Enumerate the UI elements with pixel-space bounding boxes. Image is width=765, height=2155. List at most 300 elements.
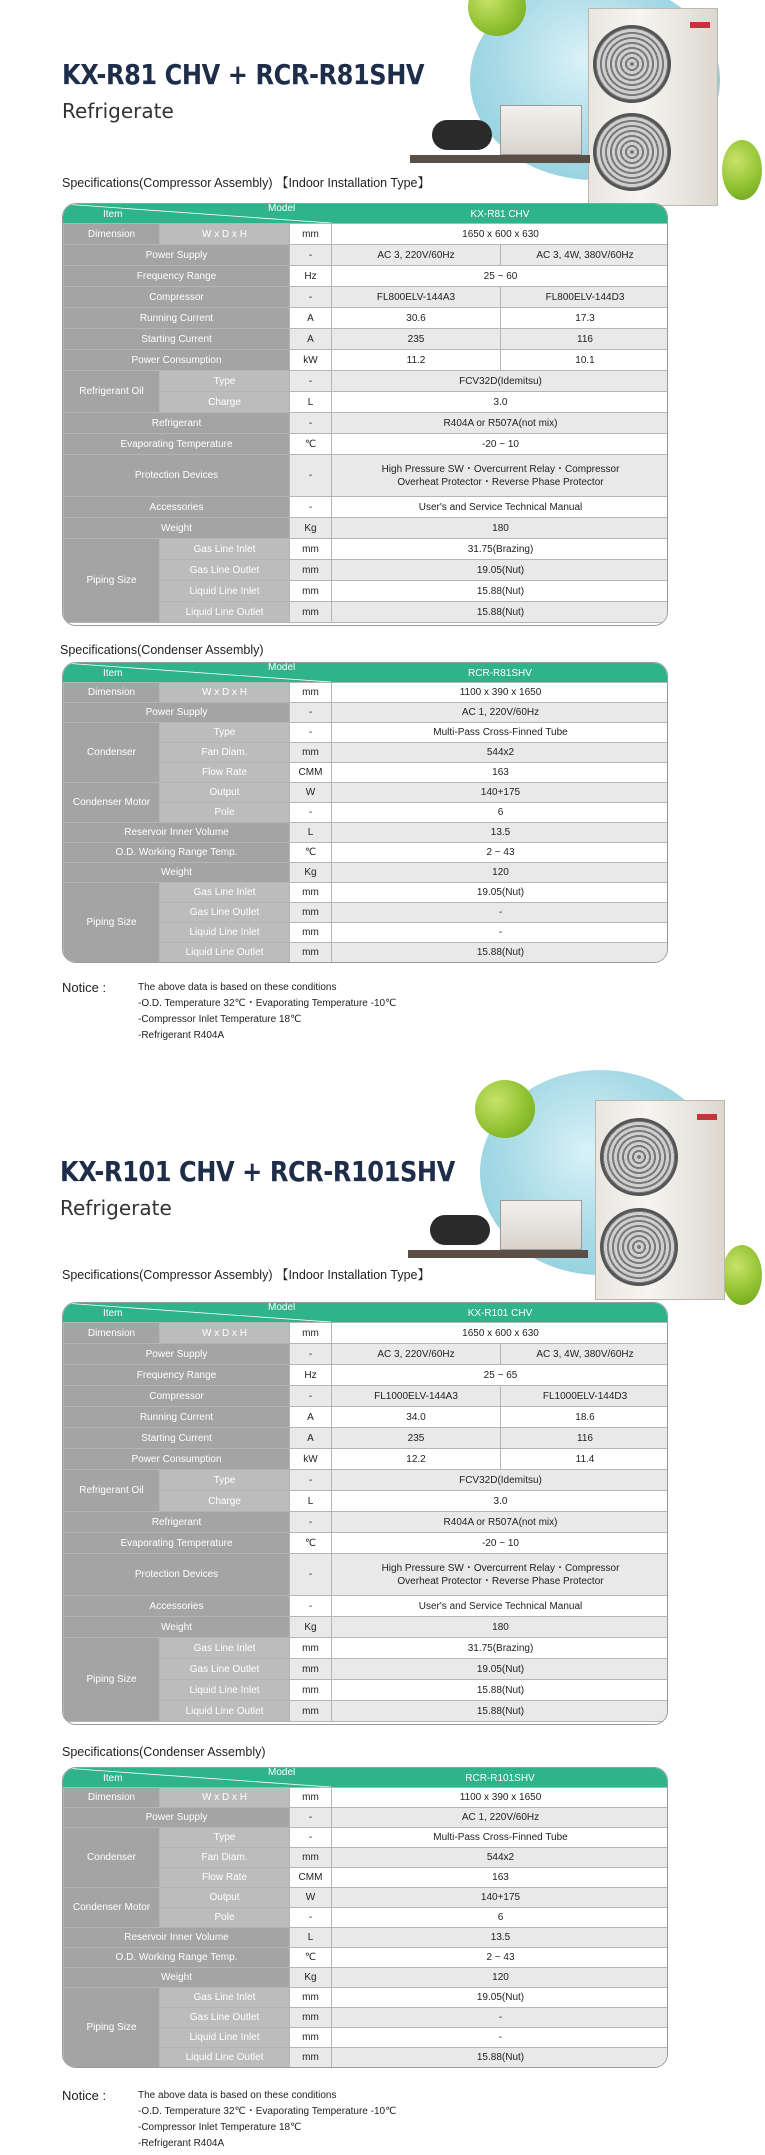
value-cell: 11.4	[501, 1449, 669, 1470]
row-label: Weight	[64, 863, 290, 883]
value-cell: 180	[332, 518, 669, 539]
unit-cell: W	[290, 783, 332, 803]
row-label: Power Supply	[64, 703, 290, 723]
value-cell: 19.05(Nut)	[332, 560, 669, 581]
notice-line: -Refrigerant R404A	[138, 1030, 225, 1041]
condenser-spec-table	[62, 662, 668, 963]
value-cell: 25 ~ 60	[332, 266, 669, 287]
unit-cell: mm	[290, 903, 332, 923]
notice-label: Notice :	[62, 980, 107, 995]
value-cell: 2 ~ 43	[332, 843, 669, 863]
row-label: W x D x H	[160, 1323, 290, 1344]
table-row	[64, 1828, 669, 1848]
value-cell: 2 ~ 43	[332, 1948, 669, 1968]
row-label: Power Supply	[64, 245, 290, 266]
unit-cell: A	[290, 308, 332, 329]
row-label: Dimension	[64, 1788, 160, 1808]
table-row	[64, 883, 669, 903]
unit-cell: mm	[290, 1988, 332, 2008]
table-header	[63, 663, 667, 682]
row-label: O.D. Working Range Temp.	[64, 843, 290, 863]
table-row	[64, 308, 669, 329]
table-row	[64, 1968, 669, 1988]
value-cell: 120	[332, 1968, 669, 1988]
compressor-spec-grid	[63, 223, 668, 623]
value-cell: 10.1	[501, 350, 669, 371]
value-cell: 15.88(Nut)	[332, 1680, 669, 1701]
row-label: O.D. Working Range Temp.	[64, 1948, 290, 1968]
notice-label: Notice :	[62, 2088, 107, 2103]
row-label: Reservoir Inner Volume	[64, 1928, 290, 1948]
value-cell: 180	[332, 1617, 669, 1638]
value-cell: 19.05(Nut)	[332, 1659, 669, 1680]
header-model-label: Model	[268, 203, 296, 214]
unit-cell: -	[290, 1512, 332, 1533]
header-model-name: KX-R101 CHV	[467, 1308, 533, 1319]
table-row	[64, 1533, 669, 1554]
row-label: Gas Line Inlet	[160, 883, 290, 903]
row-label: Refrigerant	[64, 413, 290, 434]
unit-cell: CMM	[290, 1868, 332, 1888]
row-label: Gas Line Outlet	[160, 2008, 290, 2028]
notice-line: -Compressor Inlet Temperature 18℃	[138, 1014, 302, 1025]
value-cell: -20 ~ 10	[332, 1533, 669, 1554]
condenser-spec-heading: Specifications(Condenser Assembly)	[60, 643, 264, 657]
row-label: Gas Line Outlet	[160, 903, 290, 923]
header-model-name: RCR-R101SHV	[465, 1773, 535, 1784]
value-cell: -20 ~ 10	[332, 434, 669, 455]
header-item-label: Item	[103, 1308, 123, 1319]
unit-cell: mm	[290, 581, 332, 602]
compressor-spec-heading: Specifications(Compressor Assembly) 【Indoor Installation Type】	[62, 1268, 430, 1282]
row-label: Condenser Motor	[64, 783, 160, 823]
unit-cell: kW	[290, 350, 332, 371]
unit-cell: Kg	[290, 1617, 332, 1638]
row-label: Starting Current	[64, 1428, 290, 1449]
unit-cell: -	[290, 703, 332, 723]
row-label: Gas Line Inlet	[160, 539, 290, 560]
condenser-spec-grid	[63, 1787, 668, 2068]
unit-cell: ℃	[290, 1533, 332, 1554]
row-label: Output	[160, 783, 290, 803]
value-cell: 1650 x 600 x 630	[332, 1323, 669, 1344]
table-row	[64, 843, 669, 863]
unit-cell: -	[290, 1470, 332, 1491]
value-cell: FCV32D(Idemitsu)	[332, 371, 669, 392]
value-cell: R404A or R507A(not mix)	[332, 413, 669, 434]
table-row	[64, 1344, 669, 1365]
table-row	[64, 1365, 669, 1386]
compressor-spec-table	[62, 1302, 668, 1725]
table-row	[64, 1323, 669, 1344]
value-cell: 1100 x 390 x 1650	[332, 683, 669, 703]
value-cell: 116	[501, 329, 669, 350]
unit-cell: mm	[290, 1788, 332, 1808]
row-label: Gas Line Inlet	[160, 1638, 290, 1659]
unit-cell: -	[290, 287, 332, 308]
value-cell: FL1000ELV-144A3	[332, 1386, 501, 1407]
row-label: Output	[160, 1888, 290, 1908]
table-row	[64, 1449, 669, 1470]
row-label: Fan Diam.	[160, 743, 290, 763]
table-header	[63, 1768, 667, 1787]
value-cell: 1650 x 600 x 630	[332, 224, 669, 245]
value-cell: R404A or R507A(not mix)	[332, 1512, 669, 1533]
value-cell: AC 3, 220V/60Hz	[332, 245, 501, 266]
value-cell: AC 1, 220V/60Hz	[332, 1808, 669, 1828]
row-label: Frequency Range	[64, 1365, 290, 1386]
value-cell: 3.0	[332, 392, 669, 413]
row-label: Weight	[64, 1617, 290, 1638]
unit-cell: ℃	[290, 843, 332, 863]
row-label: Pole	[160, 1908, 290, 1928]
notice-block	[62, 2088, 562, 2154]
notice-line: -O.D. Temperature 32℃・Evaporating Temperature -10℃	[138, 998, 397, 1009]
unit-cell: CMM	[290, 763, 332, 783]
page-title: KX-R101 CHV + RCR-R101SHV	[60, 1155, 455, 1188]
unit-cell: mm	[290, 2028, 332, 2048]
header-item-label: Item	[103, 1773, 123, 1784]
row-label: Condenser Motor	[64, 1888, 160, 1928]
row-label: Frequency Range	[64, 266, 290, 287]
unit-cell: W	[290, 1888, 332, 1908]
value-cell: 34.0	[332, 1407, 501, 1428]
table-row	[64, 1948, 669, 1968]
table-row	[64, 434, 669, 455]
unit-cell: A	[290, 329, 332, 350]
value-cell: -	[332, 2028, 669, 2048]
table-row	[64, 723, 669, 743]
unit-cell: mm	[290, 1680, 332, 1701]
row-label: Gas Line Inlet	[160, 1988, 290, 2008]
row-label: Liquid Line Inlet	[160, 581, 290, 602]
row-label: Power Consumption	[64, 350, 290, 371]
value-cell: 544x2	[332, 1848, 669, 1868]
row-label: Power Supply	[64, 1808, 290, 1828]
unit-cell: L	[290, 1928, 332, 1948]
unit-cell: mm	[290, 602, 332, 623]
unit-cell: mm	[290, 923, 332, 943]
unit-cell: mm	[290, 2048, 332, 2068]
unit-cell: -	[290, 1386, 332, 1407]
value-cell: 15.88(Nut)	[332, 2048, 669, 2068]
table-row	[64, 497, 669, 518]
unit-cell: -	[290, 1828, 332, 1848]
value-cell: Multi-Pass Cross-Finned Tube	[332, 1828, 669, 1848]
table-row	[64, 1928, 669, 1948]
unit-cell: -	[290, 1808, 332, 1828]
row-label: Accessories	[64, 497, 290, 518]
value-cell: High Pressure SW・Overcurrent Relay・Compressor Overheat Protector・Reverse Phase Protector	[332, 1554, 669, 1596]
unit-cell: -	[290, 1596, 332, 1617]
row-label: Fan Diam.	[160, 1848, 290, 1868]
value-cell: 15.88(Nut)	[332, 581, 669, 602]
row-label: Type	[160, 371, 290, 392]
value-cell: 235	[332, 1428, 501, 1449]
table-row	[64, 783, 669, 803]
row-label: Weight	[64, 1968, 290, 1988]
row-label: Liquid Line Outlet	[160, 943, 290, 963]
compressor-spec-table	[62, 203, 668, 626]
value-cell: 6	[332, 1908, 669, 1928]
table-row	[64, 266, 669, 287]
unit-cell: Kg	[290, 863, 332, 883]
row-label: Protection Devices	[64, 455, 290, 497]
condenser-spec-table	[62, 1767, 668, 2068]
unit-cell: -	[290, 497, 332, 518]
value-cell: 19.05(Nut)	[332, 883, 669, 903]
table-row	[64, 1988, 669, 2008]
table-row	[64, 371, 669, 392]
table-header	[63, 1303, 667, 1322]
value-cell: 30.6	[332, 308, 501, 329]
value-cell: 120	[332, 863, 669, 883]
value-cell: 25 ~ 65	[332, 1365, 669, 1386]
value-cell: 235	[332, 329, 501, 350]
header-item-label: Item	[103, 668, 123, 679]
row-label: Liquid Line Inlet	[160, 2028, 290, 2048]
table-row	[64, 224, 669, 245]
row-label: Charge	[160, 1491, 290, 1512]
table-row	[64, 1407, 669, 1428]
value-cell: 11.2	[332, 350, 501, 371]
table-row	[64, 329, 669, 350]
row-label: Running Current	[64, 308, 290, 329]
value-cell: 19.05(Nut)	[332, 1988, 669, 2008]
value-cell: 13.5	[332, 1928, 669, 1948]
notice-line: The above data is based on these conditions	[138, 2090, 337, 2101]
row-label: Refrigerant Oil	[64, 371, 160, 413]
unit-cell: Hz	[290, 1365, 332, 1386]
value-cell: 140+175	[332, 783, 669, 803]
header-model-label: Model	[268, 1302, 296, 1313]
value-cell: FL1000ELV-144D3	[501, 1386, 669, 1407]
page-title: KX-R81 CHV + RCR-R81SHV	[62, 58, 425, 91]
notice-line: -Compressor Inlet Temperature 18℃	[138, 2122, 302, 2133]
table-header	[63, 204, 667, 223]
table-row	[64, 1638, 669, 1659]
table-row	[64, 1888, 669, 1908]
value-cell: 6	[332, 803, 669, 823]
row-label: Liquid Line Inlet	[160, 923, 290, 943]
unit-cell: -	[290, 803, 332, 823]
value-cell: 3.0	[332, 1491, 669, 1512]
value-cell: 31.75(Brazing)	[332, 1638, 669, 1659]
compressor-spec-grid	[63, 1322, 668, 1722]
table-row	[64, 703, 669, 723]
row-label: Power Supply	[64, 1344, 290, 1365]
condenser-spec-grid	[63, 682, 668, 963]
page-subtitle: Refrigerate	[60, 1196, 172, 1220]
row-label: Power Consumption	[64, 1449, 290, 1470]
value-cell: 1100 x 390 x 1650	[332, 1788, 669, 1808]
unit-cell: mm	[290, 539, 332, 560]
row-label: Running Current	[64, 1407, 290, 1428]
table-row	[64, 1428, 669, 1449]
table-row	[64, 1617, 669, 1638]
unit-cell: mm	[290, 683, 332, 703]
unit-cell: mm	[290, 743, 332, 763]
unit-cell: mm	[290, 1701, 332, 1722]
table-row	[64, 245, 669, 266]
row-label: W x D x H	[160, 1788, 290, 1808]
header-model-name: RCR-R81SHV	[468, 668, 532, 679]
value-cell: 17.3	[501, 308, 669, 329]
value-cell: 116	[501, 1428, 669, 1449]
table-row	[64, 1386, 669, 1407]
unit-cell: -	[290, 245, 332, 266]
unit-cell: mm	[290, 1659, 332, 1680]
table-row	[64, 518, 669, 539]
table-row	[64, 823, 669, 843]
value-cell: -	[332, 2008, 669, 2028]
unit-cell: mm	[290, 560, 332, 581]
value-cell: -	[332, 923, 669, 943]
unit-cell: ℃	[290, 434, 332, 455]
value-cell: -	[332, 903, 669, 923]
row-label: W x D x H	[160, 683, 290, 703]
row-label: Condenser	[64, 723, 160, 783]
value-cell: AC 3, 4W, 380V/60Hz	[501, 245, 669, 266]
unit-cell: L	[290, 392, 332, 413]
unit-cell: mm	[290, 1848, 332, 1868]
row-label: Accessories	[64, 1596, 290, 1617]
row-label: W x D x H	[160, 224, 290, 245]
unit-cell: -	[290, 1554, 332, 1596]
row-label: Refrigerant Oil	[64, 1470, 160, 1512]
row-label: Evaporating Temperature	[64, 1533, 290, 1554]
unit-cell: mm	[290, 2008, 332, 2028]
row-label: Dimension	[64, 1323, 160, 1344]
unit-cell: mm	[290, 943, 332, 963]
value-cell: 163	[332, 1868, 669, 1888]
unit-cell: -	[290, 413, 332, 434]
unit-cell: A	[290, 1428, 332, 1449]
row-label: Flow Rate	[160, 1868, 290, 1888]
value-cell: 544x2	[332, 743, 669, 763]
row-label: Type	[160, 1828, 290, 1848]
header-model-name: KX-R81 CHV	[470, 209, 530, 220]
unit-cell: mm	[290, 1323, 332, 1344]
row-label: Piping Size	[64, 539, 160, 623]
value-cell: 163	[332, 763, 669, 783]
value-cell: 12.2	[332, 1449, 501, 1470]
row-label: Liquid Line Outlet	[160, 2048, 290, 2068]
notice-line: -Refrigerant R404A	[138, 2138, 225, 2149]
table-row	[64, 1470, 669, 1491]
unit-cell: Hz	[290, 266, 332, 287]
value-cell: FL800ELV-144D3	[501, 287, 669, 308]
unit-cell: A	[290, 1407, 332, 1428]
value-cell: 140+175	[332, 1888, 669, 1908]
row-label: Gas Line Outlet	[160, 560, 290, 581]
value-cell: 13.5	[332, 823, 669, 843]
table-row	[64, 1512, 669, 1533]
compressor-unit-image	[500, 1200, 582, 1250]
header-model-label: Model	[268, 1767, 296, 1778]
table-row	[64, 350, 669, 371]
page-subtitle: Refrigerate	[62, 99, 174, 123]
unit-cell: L	[290, 823, 332, 843]
unit-cell: mm	[290, 1638, 332, 1659]
compressor-spec-heading: Specifications(Compressor Assembly) 【Indoor Installation Type】	[62, 176, 430, 190]
table-row	[64, 413, 669, 434]
unit-cell: kW	[290, 1449, 332, 1470]
row-label: Refrigerant	[64, 1512, 290, 1533]
unit-cell: -	[290, 371, 332, 392]
header-model-label: Model	[268, 662, 296, 673]
unit-cell: -	[290, 1344, 332, 1365]
condenser-spec-heading: Specifications(Condenser Assembly)	[62, 1745, 266, 1759]
notice-line: The above data is based on these conditions	[138, 982, 337, 993]
row-label: Compressor	[64, 287, 290, 308]
row-label: Liquid Line Inlet	[160, 1680, 290, 1701]
row-label: Weight	[64, 518, 290, 539]
row-label: Type	[160, 1470, 290, 1491]
table-row	[64, 539, 669, 560]
value-cell: 15.88(Nut)	[332, 1701, 669, 1722]
value-cell: 31.75(Brazing)	[332, 539, 669, 560]
table-row	[64, 1788, 669, 1808]
unit-cell: mm	[290, 224, 332, 245]
value-cell: High Pressure SW・Overcurrent Relay・Compressor Overheat Protector・Reverse Phase Protector	[332, 455, 669, 497]
row-label: Liquid Line Outlet	[160, 1701, 290, 1722]
value-cell: AC 3, 4W, 380V/60Hz	[501, 1344, 669, 1365]
value-cell: FCV32D(Idemitsu)	[332, 1470, 669, 1491]
row-label: Protection Devices	[64, 1554, 290, 1596]
notice-line: -O.D. Temperature 32℃・Evaporating Temperature -10℃	[138, 2106, 397, 2117]
table-row	[64, 1596, 669, 1617]
row-label: Pole	[160, 803, 290, 823]
row-label: Gas Line Outlet	[160, 1659, 290, 1680]
value-cell: Multi-Pass Cross-Finned Tube	[332, 723, 669, 743]
row-label: Starting Current	[64, 329, 290, 350]
row-label: Evaporating Temperature	[64, 434, 290, 455]
notice-block	[62, 980, 562, 1050]
row-label: Compressor	[64, 1386, 290, 1407]
row-label: Piping Size	[64, 1988, 160, 2068]
value-cell: 18.6	[501, 1407, 669, 1428]
row-label: Condenser	[64, 1828, 160, 1888]
table-row	[64, 863, 669, 883]
unit-cell: -	[290, 455, 332, 497]
compressor-unit-image	[500, 105, 582, 155]
unit-cell: ℃	[290, 1948, 332, 1968]
header-item-label: Item	[103, 209, 123, 220]
row-label: Liquid Line Outlet	[160, 602, 290, 623]
row-label: Piping Size	[64, 883, 160, 963]
unit-cell: -	[290, 1908, 332, 1928]
value-cell: User's and Service Technical Manual	[332, 1596, 669, 1617]
value-cell: AC 3, 220V/60Hz	[332, 1344, 501, 1365]
value-cell: User's and Service Technical Manual	[332, 497, 669, 518]
unit-cell: Kg	[290, 1968, 332, 1988]
table-row	[64, 683, 669, 703]
row-label: Charge	[160, 392, 290, 413]
unit-cell: mm	[290, 883, 332, 903]
row-label: Reservoir Inner Volume	[64, 823, 290, 843]
unit-cell: L	[290, 1491, 332, 1512]
value-cell: FL800ELV-144A3	[332, 287, 501, 308]
value-cell: 15.88(Nut)	[332, 943, 669, 963]
unit-cell: -	[290, 723, 332, 743]
row-label: Flow Rate	[160, 763, 290, 783]
table-row	[64, 287, 669, 308]
row-label: Dimension	[64, 224, 160, 245]
value-cell: 15.88(Nut)	[332, 602, 669, 623]
table-row	[64, 1808, 669, 1828]
row-label: Piping Size	[64, 1638, 160, 1722]
